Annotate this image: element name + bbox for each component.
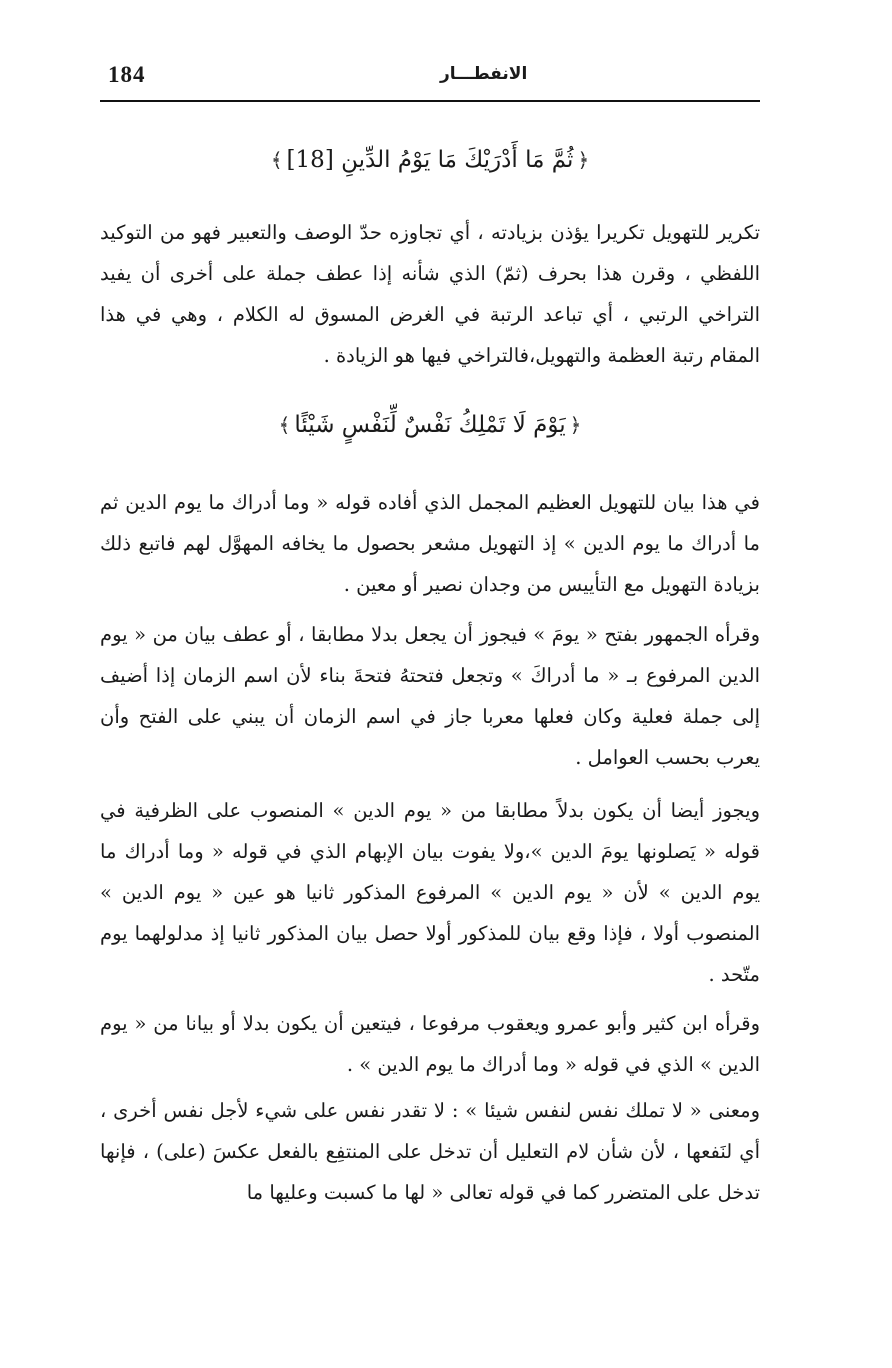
verse-text: يَوْمَ لَا تَمْلِكُ نَفْسٌ لِّنَفْسٍ شَيْئًا xyxy=(294,412,566,438)
page-number: 184 xyxy=(108,62,146,87)
paragraph-commentary-1: تكرير للتهويل تكريرا يؤذن بزيادته ، أي تجاوزه حدّ الوصف والتعبير فهو من التوكيد اللفظي ، وقرن هذا بحرف (ثمّ) الذي شأنه إذا عطف جملة على أخرى أن يفيد التراخي الرتبي ، أي تباعد الرتبة في الغرض المسوق له الكلام ، وهي في هذا المقام رتبة العظمة والتهويل،فالتراخي فيها هو الزيادة . xyxy=(100,221,760,367)
ornate-bracket-close-icon: ﴾ xyxy=(270,148,283,172)
ornate-bracket-open-icon: ﴿ xyxy=(569,413,582,437)
ornate-bracket-open-icon: ﴿ xyxy=(577,148,590,172)
page-header xyxy=(100,60,760,102)
paragraph-commentary-4: ويجوز أيضا أن يكون بدلاً مطابقا من « يوم الدين » المنصوب على الظرفية في قوله « يَصلونها يومَ الدين »،ولا يفوت بيان الإبهام الذي في قوله « وما أدراك ما يوم الدين » لأن « يوم الدين » المرفوع المذكور ثانيا هو عين « يوم الدين » المنصوب أولا ، فإذا وقع بيان للمذكور أولا حصل بيان المذكور ثانيا إذ مدلولهما يوم متّحد . xyxy=(100,799,760,986)
ornate-bracket-close-icon: ﴾ xyxy=(278,413,291,437)
paragraph-commentary-3: وقرأه الجمهور بفتح « يومَ » فيجوز أن يجعل بدلا مطابقا ، أو عطف بيان من « يوم الدين المرفوع بـ « ما أدراكَ » وتجعل فتحتهُ فتحةَ بناء لأن اسم الزمان إذا أضيف إلى جملة فعلية وكان فعلها معربا جاز في اسم الزمان أن يبني على الفتح وأن يعرب بحسب العوامل . xyxy=(100,623,760,769)
paragraph-commentary-5: وقرأه ابن كثير وأبو عمرو ويعقوب مرفوعا ، فيتعين أن يكون بدلا أو بيانا من « يوم الدين » الذي في قوله « وما أدراك ما يوم الدين » . xyxy=(100,1012,760,1076)
quran-verse-18 xyxy=(100,140,760,180)
running-title: الانفطـــار xyxy=(440,64,528,84)
paragraph-commentary-6: ومعنى « لا تملك نفس لنفس شيئا » : لا تقدر نفس على شيء لأجل نفس أخرى ، أي لنَفعها ، لأن شأن لام التعليل أن تدخل على المنتفِع بالفعل عكسَ (على) ، فإنها تدخل على المتضرر كما في قوله تعالى « لها ما كسبت وعليها ما xyxy=(100,1099,760,1204)
verse-text: ثُمَّ مَا أَدْرَيْكَ مَا يَوْمُ الدِّينِ [18] xyxy=(286,147,574,173)
quran-verse-19 xyxy=(100,405,760,445)
paragraph-commentary-2: في هذا بيان للتهويل العظيم المجمل الذي أفاده قوله « وما أدراك ما يوم الدين ثم ما أدراك ما يوم الدين » إذ التهويل مشعر بحصول ما يخافه المهوَّل لهم فاتبع ذلك بزيادة التهويل مع التأييس من وجدان نصير أو معين . xyxy=(100,491,760,596)
